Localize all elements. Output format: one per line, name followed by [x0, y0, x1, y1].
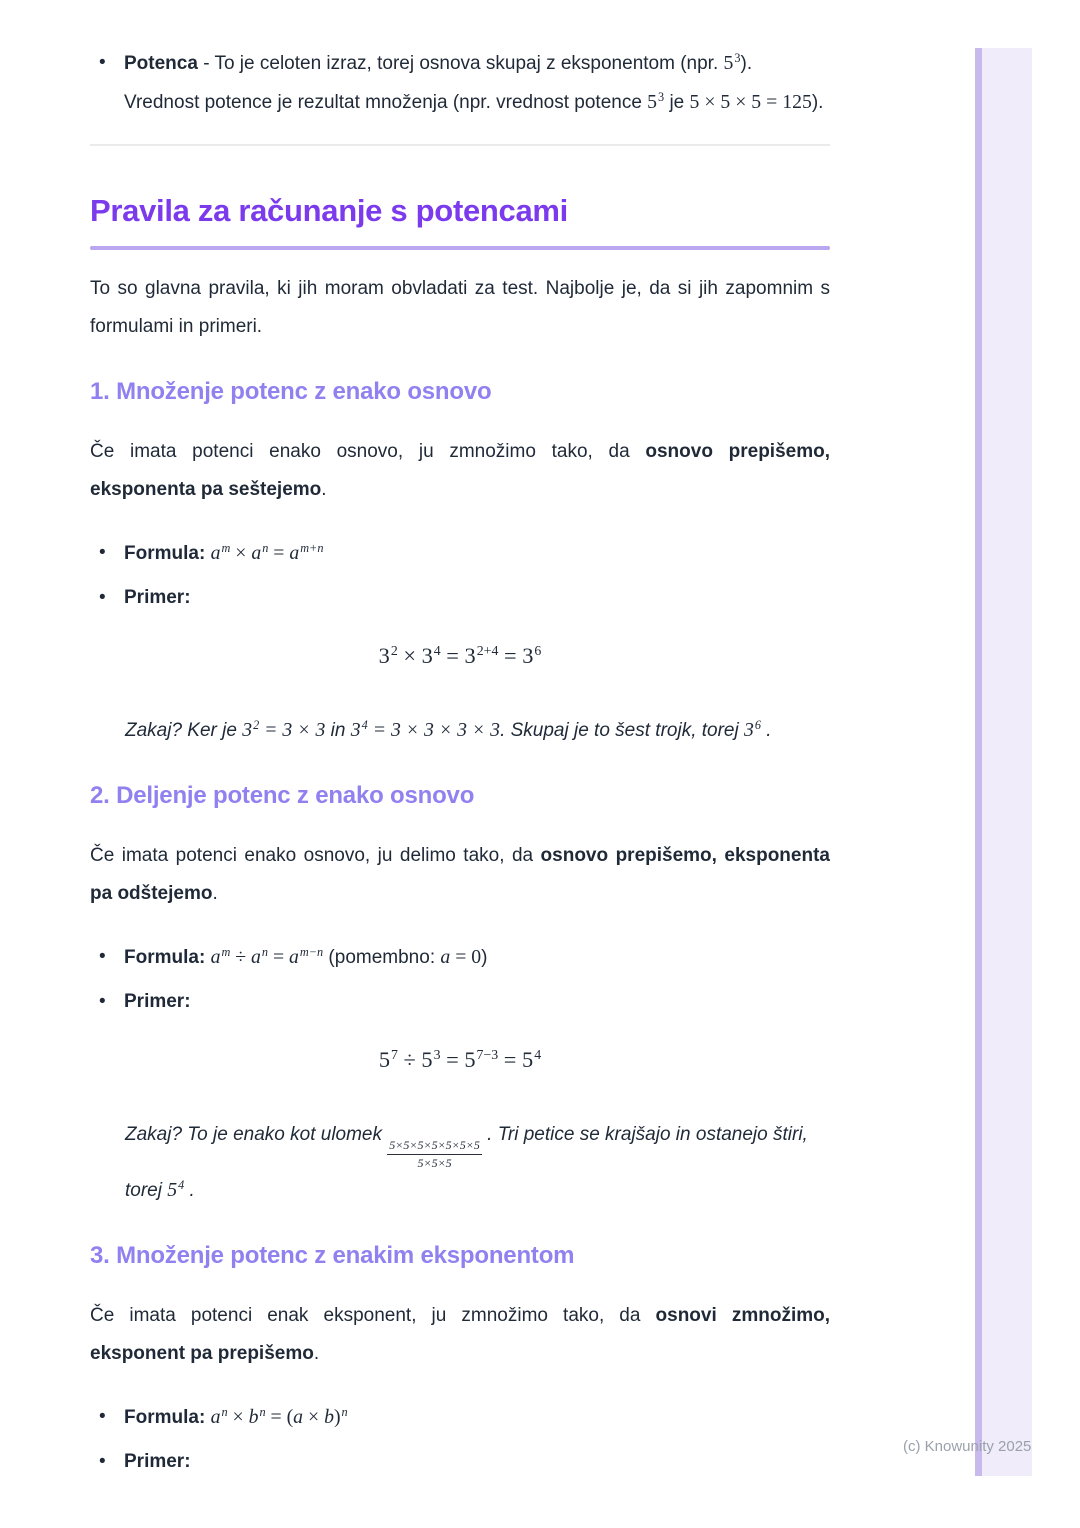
section-heading-3: 3. Množenje potenc z enakim eksponentom: [90, 1242, 575, 1269]
why-explanation-2: Zakaj? To je enako kot ulomek $\frac{5\times 5\times 5\times 5\times 5\times 5\times 5}{5\times 5\times 5}$ . Tri petice se krajšajo in ostanejo štiri, torej $5^4$ .: [125, 1124, 808, 1201]
title-underline: [90, 246, 830, 250]
page-title: Pravila za računanje s potencami: [90, 193, 568, 228]
list-item-text: Formula: $a^m \times a^n = a^{m+n}$: [124, 541, 324, 564]
section-paragraph-1: Če imata potenci enako osnovo, ju zmnožimo tako, da osnovo prepišemo, eksponenta pa seštejemo.: [90, 441, 831, 500]
bullet-list-2: [90, 938, 830, 1021]
list-item-text: Primer:: [124, 587, 191, 608]
section-heading-2: 2. Deljenje potenc z enako osnovo: [90, 782, 475, 809]
list-item-text: Potenca - To je celoten izraz, torej osnova skupaj z eksponentom (npr. $5^3$). Vrednost potence je rezultat množenja (npr. vrednost potence $5^3$ je 5 × 5 × 5 = 125).: [124, 51, 824, 113]
section-divider: [90, 144, 830, 146]
bullet-dot-icon: [99, 44, 106, 82]
bullet-list-3: [90, 1398, 830, 1481]
document-content: [90, 0, 830, 1487]
bullet-dot-icon: [99, 534, 106, 572]
bullet-dot-icon: [99, 579, 106, 617]
bullet-dot-icon: [99, 1443, 106, 1481]
bullet-dot-icon: [99, 983, 106, 1021]
list-item-formula-2: [90, 938, 830, 977]
list-item-formula-3: [90, 1398, 830, 1437]
intro-paragraph: To so glavna pravila, ki jih moram obvladati za test. Najbolje je, da si jih zapomnim s formulami in primeri.: [90, 278, 830, 337]
list-item-text: Primer:: [124, 1451, 191, 1472]
list-item-primer-3: [90, 1443, 830, 1481]
list-item-text: Formula: $a^m \div a^n = a^{m-n}$ (pomembno: a = 0): [124, 945, 488, 968]
bullet-dot-icon: [99, 1398, 106, 1436]
section-paragraph-3: Če imata potenci enak eksponent, ju zmnožimo tako, da osnovi zmnožimo, eksponent pa prepišemo.: [90, 1305, 830, 1364]
section-paragraph-2: Če imata potenci enako osnovo, ju delimo tako, da osnovo prepišemo, eksponenta pa odštejemo.: [90, 845, 830, 904]
list-item-potenca: [90, 44, 830, 122]
section-heading-1: 1. Množenje potenc z enako osnovo: [90, 378, 492, 405]
bullet-dot-icon: [99, 938, 106, 976]
display-formula-2: $5^7 \div 5^3 = 5^{7-3} = 5^4$: [378, 1047, 542, 1072]
display-formula-1: $3^2 \times 3^4 = 3^{2+4} = 3^6$: [378, 643, 542, 668]
list-item-primer-2: [90, 983, 830, 1021]
bullet-list-1: [90, 534, 830, 617]
list-item-primer-1: [90, 579, 830, 617]
footer-copyright: (c) Knowunity 2025: [903, 1438, 1032, 1455]
page-edge-strip: [975, 48, 1032, 1476]
list-item-text: Formula: $a^n \times b^n = (a \times b)^n$: [124, 1405, 348, 1428]
why-explanation-1: Zakaj? Ker je $3^2 = 3 \times 3$ in $3^4 = 3 \times 3 \times 3 \times 3$. Skupaj je to šest trojk, torej $3^6$ .: [125, 718, 772, 741]
list-item-text: Primer:: [124, 991, 191, 1012]
list-item-formula-1: [90, 534, 830, 573]
